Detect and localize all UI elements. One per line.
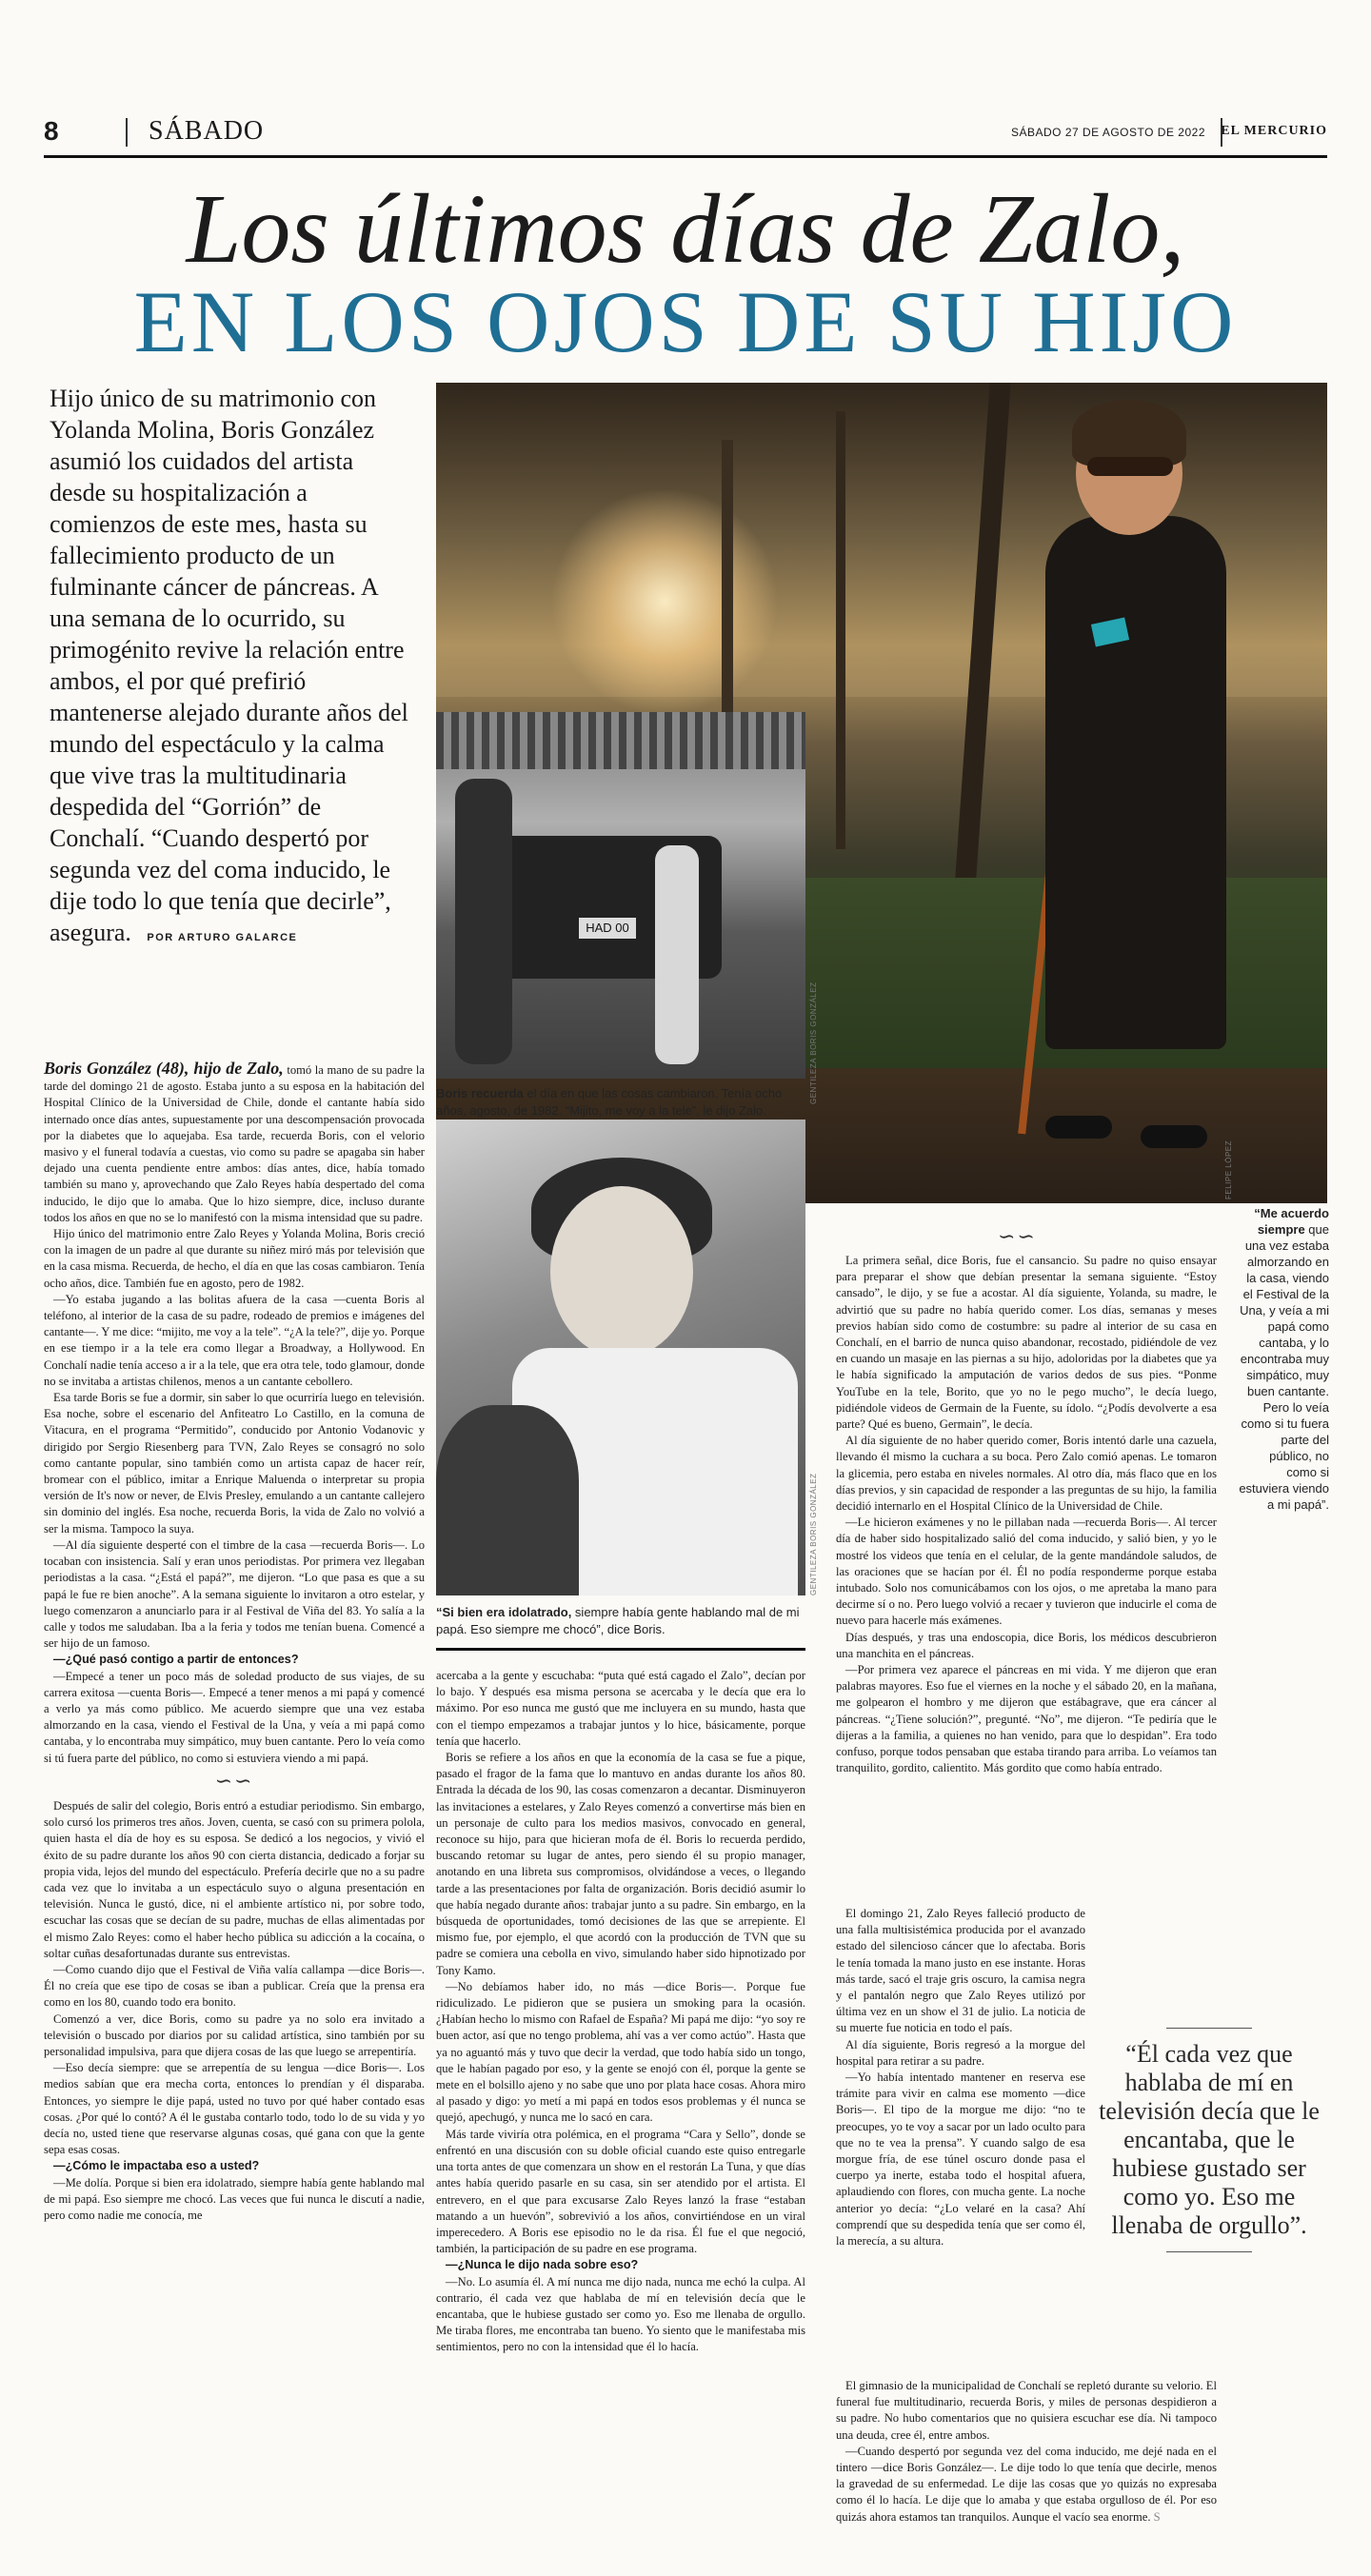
page-header (44, 112, 1327, 158)
paragraph: La primera señal, dice Boris, fue el cansancio. Su padre no quiso ensayar para preparar el show que debían presentar la semana siguiente. “Estoy cansado”, le dijo, y se fue a acostar. Al día siguiente, Yolanda, su madre, le advirtió que su padre no había querido comer. Los días, semanas y meses previos habían sido como de costumbre: su padre al interior de su casa en Conchalí, en el barrio de nunca quiso abandonar, recostado, pidiéndole de vez en cuando un masaje en las piernas a su hijo, adoloridas por la diabetes que ya le había significado la amputación de varios dedos de sus pies. “Ponme YouTube en la tele, Borito, que yo no le pego mucho”, le decía luego, pidiéndole videos de Germain de la Fuente, su ídolo. “¿Podís devolverte a esa parte? Qué es bueno, Germain”, le decía. (836, 1254, 1217, 1432)
paragraph: Al día siguiente, Boris regresó a la morgue del hospital para retirar a su padre. (836, 2037, 1085, 2068)
paragraph: —No debíamos haber ido, no más —dice Boris—. Porque fue ridiculizado. Le pidieron que se pusiera un smoking para la ocasión. ¿Habían hecho lo mismo con Rafael de España? Mi papá me dijo: “yo soy re buen actor, así que no tengo problema, ahí vas a ver como actúo”. Hasta que ya no aguantó más y tuvo que decir la verdad, que todo había sido un tongo, que le habían pagado por eso, y la gente se enojó con él, porque la gente se mete en el bolsillo ajeno y no sabe que uno por plata hace cosas. Ahora miro al pasado y digo: yo metí a mi papá en todos esos problemas y él nunca se quejó, apechugó, y nunca me lo sacó en cara. (436, 1979, 805, 2125)
paragraph: —Le hicieron exámenes y no le pillaban nada —recuerda Boris—. Al tercer día de haber sido hospitalizado salió del coma inducido, y salió bien, y yo le mostré los videos que tenía en el celular, de la gente mandándole saludos, de las oraciones que se hacían por él. Él no podía responderme porque estaba intubado. Solo nos comunicábamos con los ojos, o me apretaba la mano para decirme sí o no. Pero luego volvió a recaer y tuvieron que inducirle el coma de nuevo para hacerle más exámenes. (836, 1516, 1217, 1628)
pull-quote (1095, 2016, 1323, 2264)
paragraph: —Eso decía siempre: que se arrepentía de su lengua —dice Boris—. Los medios sabían que era mecha corta, entonces lo prendían y él disparaba. Entonces, yo siempre le dije papá, usted no tuvo por qué haber contado esas cosas. ¿Por qué lo contó? A él le gustaba contarlo todo, todo lo de su vida y yo decía no, usted tiene que reservarse algunas cosas, qué gana con que la gente sepa esas cosas. (44, 2061, 425, 2157)
caption-lead: Boris recuerda (436, 1086, 524, 1100)
paragraph: Días después, y tras una endoscopia, dice Boris, los médicos descubrieron una manchita en el páncreas. (836, 1630, 1217, 1660)
pull-quote-rule (1166, 2251, 1252, 2252)
article-column-3 (836, 1253, 1217, 1777)
photo-credit: FELIPE LÓPEZ (1224, 1139, 1233, 1199)
sidebar-quote-lead: “Me acuerdo siempre (1254, 1206, 1329, 1237)
page-number: 8 (44, 116, 59, 146)
lede-text: Hijo único de su matrimonio con Yolanda Molina, Boris González asumió los cuidados del artista desde su hospitalización a comienzos de este mes, hasta su fallecimiento producto de un fulminante cáncer de páncreas. A una semana de lo ocurrido, su primogénito revive la relación entre ambos, el por qué prefirió mantenerse alejado durante años del mundo del espectáculo y la calma que vive tras la multitudinaria despedida del “Gorrión” de Conchalí. “Cuando despertó por segunda vez del coma inducido, le dije todo lo que tenía que decirle”, asegura. (50, 385, 408, 946)
paragraph: acercaba a la gente y escuchaba: “puta qué está cagado el Zalo”, decían por lo bajo. Y después esa misma persona se acercaba y le decía que era lo máximo. Por eso nunca me gustó que me incluyera en su mundo, hasta que con el tiempo empezamos a trabajar juntos y lo hice, básicamente, porque tenía que hacerlo. (436, 1669, 805, 1748)
masthead-logo: EL MERCURIO (1221, 124, 1327, 138)
archive-photo-portrait (436, 1120, 805, 1595)
photo-shoe (1045, 1116, 1112, 1139)
photo-credit: GENTILEZA BORIS GONZÁLEZ (809, 1473, 818, 1595)
question: —¿Nunca le dijo nada sobre eso? (446, 2258, 639, 2272)
photo-man-suit (1045, 516, 1226, 1049)
paragraph-text: tomó la mano de su padre la tarde del domingo 21 de agosto. Estaba junto a su esposa en la habitación del Hospital Clínico de la Universidad de Chile, donde el cantante había sido internado once días antes, supuestamente por una descompensación provocada por la diabetes que lo aquejaba. Esa tarde, recuerda Boris, con el velorio masivo y el funeral todavía a cuestas, vio como su padre se apagaba sin haber dejado una cuenta pendiente entre ambos: días antes, dice, había tomado también su mano y, aprovechando que Zalo Reyes había despertado del coma inducido, le dijo que lo amaba. Que lo hizo siempre, dice, incluso durante todos los años en que no se lo manifestó con la misma intensidad que su padre. (44, 1063, 425, 1224)
headline-line-2: EN LOS OJOS DE SU HIJO (133, 273, 1238, 370)
photo-adult (455, 779, 512, 1064)
header-divider (126, 118, 128, 147)
byline: POR ARTURO GALARCE (147, 932, 298, 943)
sidebar-quote (1238, 1205, 1329, 1513)
photo-caption (436, 1604, 805, 1651)
paragraph: —Yo estaba jugando a las bolitas afuera de la casa —cuenta Boris al teléfono, al interior de la casa de su padre, rodeado de premios e imágenes del cantante—. Y me dice: “mijito, me voy a la tele”. “¿A la tele?”, dije yo. Porque en ese tiempo ir a la tele era como llegar a Broadway, a Hollywood. En Conchalí nadie tenía acceso a ir a la tele, que era otra tele, todo glamour, donde no se invitaba a artistas chilenos, menos a un cantante cebollero. (44, 1292, 425, 1388)
lead-in: Boris González (48), hijo de Zalo, (44, 1059, 284, 1078)
article-column-3-end (836, 2378, 1217, 2526)
paragraph: —No. Lo asumía él. A mí nunca me dijo nada, nunca me echó la culpa. Al contrario, él cada vez que hablaba de mí en televisión decía que le encantaba, que le hubiese gustado ser como yo. Eso me llenaba de orgullo. Me tiraba flores, me encontraba tan bueno. Yo siento que le manifestaba mis sentimientos, pero no con la intensidad que él lo hacía. (436, 2274, 805, 2354)
section-ornament: ∽∽ (998, 1224, 1037, 1248)
article-column-1 (44, 1060, 425, 2224)
photo-credit: GENTILEZA BORIS GONZÁLEZ (809, 981, 818, 1104)
article-column-3-continued (836, 1906, 1085, 2249)
photo-shoe (1141, 1125, 1207, 1148)
caption-text: el día en que las cosas cambiaron. Tenía ocho años, agosto, de 1982. “Mijito, me voy a la tele”, le dijo Zalo. (436, 1086, 783, 1118)
pull-quote-rule (1166, 2028, 1252, 2029)
photo-child (655, 845, 699, 1064)
paragraph: Al día siguiente de no haber querido comer, Boris intentó darle una cazuela, llevando él mismo la cuchara a su boca. Pero Zalo comió apenas. Le tomaron la glicemia, pero estaba en niveles normales. Al otro día, más flaco que en los días previos, y sin capacidad de responder a las preguntas de su hijo, la familia decidió internarlo en el Hospital Clínico de la Universidad de Chile. (836, 1434, 1217, 1514)
caption-lead: “Si bien era idolatrado, (436, 1605, 572, 1619)
paragraph: El gimnasio de la municipalidad de Conchalí se repletó durante su velorio. El funeral fue multitudinario, recuerda Boris, y miles de personas despidieron a su padre. No hubo comentarios que no quisiera escuchar ese día. Ni tampoco una deuda, cree él, entre ambos. (836, 2379, 1217, 2442)
paragraph (836, 2444, 1217, 2526)
headline-line-1: Los últimos días de Zalo, (186, 174, 1185, 284)
photo-sun (550, 487, 779, 716)
paragraph: —Al día siguiente desperté con el timbre de la casa —recuerda Boris—. Lo tocaban con insistencia. Salí y eran unos periodistas. Por primera vez llegaban periodistas a la casa. “¿Está el papá?”, me dijeron. “Lo que pasa es que a su papá le fue re bien anoche”. A la semana siguiente lo invitaron a otro estelar, y luego comenzaron a anunciarlo para ir al Festival de Viña del 83. Yo salía a la calle y todos me saludaban. Iba a la feria y todos me tenían buena. Comencé a ser hijo de un famoso. (44, 1537, 425, 1651)
photo-face (550, 1186, 693, 1357)
photo-roof (436, 712, 805, 769)
paragraph (44, 1060, 425, 1226)
sidebar-quote-text: que una vez estaba almorzando en la casa, viendo el Festival de la Una, y veía a mi papá como cantaba, y lo encontraba muy simpático, muy buen cantante. Pero lo veía como si tu fuera parte del público, no como si estuviera viendo a mi papá”. (1239, 1222, 1329, 1512)
article-column-2 (436, 1668, 805, 2356)
paragraph: —Me dolía. Porque si bien era idolatrado, siempre había gente hablando mal de mi papá. Eso siempre me chocó. Las veces que fui nunca le discutí a nadie, pero como nadie me conocía, me (44, 2175, 425, 2223)
end-mark: S (1153, 2509, 1161, 2524)
paragraph: —Yo había intentado mantener en reserva ese trámite para vivir en calma ese momento —dice Boris—. El tipo de la morgue me dijo: “no te preocupes, yo te voy a sacar por un lado oculto para que no te vea la prensa”. Y cuando salgo de esa morgue fría, de ese túnel oscuro donde pasa el cuerpo ya inerte, estaba todo el hospital afuera, aplaudiendo con flores, con mucha gente. La noche anterior yo decía: “¿Lo velaré en la casa? Ahí comprendí que su despedida tenía que ser como él, la merecía, a su altura. (836, 2071, 1085, 2249)
section-ornament: ∽∽ (214, 1768, 254, 1793)
paragraph: Hijo único del matrimonio entre Zalo Reyes y Yolanda Molina, Boris creció con la imagen de un padre al que durante su niñez miró más por televisión que en la casa misma. Recuerda, de hecho, el día en que las cosas cambiaron. Tenía ocho años, dice. También fue en agosto, pero de 1982. (44, 1227, 425, 1290)
section-name: SÁBADO (149, 116, 265, 146)
question: —¿Qué pasó contigo a partir de entonces? (53, 1653, 299, 1667)
issue-date: SÁBADO 27 DE AGOSTO DE 2022 (1010, 126, 1205, 139)
pull-quote-text: “Él cada vez que hablaba de mí en televisión decía que le encantaba, que le hubiese gustado ser como yo. Eso me llenaba de orgullo”. (1099, 2040, 1320, 2239)
paragraph: Boris se refiere a los años en que la economía de la casa se fue a pique, pasado el fragor de la fama que lo mantuvo en andas durante los años 80. Entrada la década de los 90, las cosas comenzaron a decantar. Disminuyeron las invitaciones a estelares, y Zalo Reyes comenzó a convertirse más bien en un personaje de culto para los medios masivos, convocado en general, reconoce su hijo, para que hicieran mofa de él. Boris lo recuerda perdido, buscando retomar su lugar de antes, pero siendo él su propio manager, anotando en una libreta sus compromisos, olvidándose a veces, o llegando tarde a las presentaciones por falta de organización. Boris decidió asumir lo que había negado durante años: trabajar junto a su padre. Sin embargo, en la búsqueda de oportunidades, tomó decisiones de las que se arrepiente. El mismo fue, por ejemplo, el que acordó con la producción de TVN que su padre se comiera una cebolla en vivo, simulando haber sido hipnotizado por Tony Kamo. (436, 1751, 805, 1977)
paragraph: Esa tarde Boris se fue a dormir, sin saber lo que ocurriría luego en televisión. Esa noche, sobre el escenario del Anfiteatro Lo Castillo, en la comuna de Vitacura, en el programa “Permitido”, conducido por Antonio Vodanovic y dirigido por Sergio Riesenberg para TVN, Zalo Reyes se consagró no solo como cantante popular, sino también como un artista capaz de hacer reír, bromear con el público, imitar a Enrique Maluenda o interpretar su propia versión de It's now or never, de Elvis Presley, emulando a un cantante callejero sin dominio del inglés. Esa noche, recuerda Boris, la vida de Zalo no volvió a ser la misma. Tampoco la suya. (44, 1391, 425, 1536)
lede (50, 383, 411, 954)
caption-text: siempre había gente hablando mal de mi papá. Eso siempre me chocó”, dice Boris. (436, 1605, 800, 1636)
paragraph: El domingo 21, Zalo Reyes falleció producto de una falla multisistémica producida por el avanzado estado del silencioso cáncer que lo afectaba. Boris le tenía tomada la mano justo en ese instante. Horas más tarde, sacó el traje gris oscuro, la camisa negra y el pantalón negro que Zalo Reyes utilizó por última vez en un show el 31 de julio. La noticia de su muerte fue noticia en todo el país. (836, 1907, 1085, 2035)
photo-child (436, 1405, 579, 1595)
paragraph: Comenzó a ver, dice Boris, como su padre ya no solo era invitado a televisión o buscado por diarios por su calidad artística, sino también por su personalidad impulsiva, para que dijera cosas de las que luego se arrepentiría. (44, 2011, 425, 2058)
photo-caption (436, 1085, 805, 1120)
question: —¿Cómo le impactaba eso a usted? (53, 2159, 260, 2173)
photo-sunglasses (1087, 457, 1173, 476)
paragraph: Después de salir del colegio, Boris entró a estudiar periodismo. Sin embargo, solo cursó los primeros tres años. Joven, cuenta, se casó con su primera polola, quien hasta el día de hoy es su esposa. Se dedicó a los negocios, y vivió el éxito de su padre durante los años 90 con cierta distancia, dedicado a forjar su propia vida, lejos del mundo del espectáculo. Prefería decirle que no a su padre cada vez que lo invitaba a un espectáculo suyo o alguna presentación en televisión. Nunca le gustó, dice, ni el ambiente artístico ni, por sobre todo, escuchar las cosas que se decían de su padre, muchas de ellas alimentadas por el mismo Zalo Reyes: como el haber hecho pública su adicción a la cocaína, o soltar cuñas desafortunadas durante sus entrevistas. (44, 1798, 425, 1960)
paragraph: —Como cuando dijo que el Festival de Viña valía callampa —dice Boris—. Él no creía que ese tipo de cosas se iban a publicar. Creía que la prensa era como en los 80, cuando todo era bonito. (44, 1962, 425, 2010)
photo-license-plate: HAD 00 (579, 918, 636, 939)
paragraph-text: —Cuando despertó por segunda vez del coma inducido, me dejé nada en el tintero —dice Boris González—. Le dije todo lo que tenía que decirle, menos la gravedad de su enfermedad. Le dije las cosas que yo quizás no expresaba como él lo hacía. Le dije que lo amaba y que estaba orgulloso de él. Por eso quizás ahora estamos tan tranquilos. Aunque el vacío sea enorme. (836, 2444, 1217, 2524)
paragraph: —Por primera vez aparece el páncreas en mi vida. Y me dijeron que eran palabras mayores. Eso fue el viernes en la noche y el sábado 20, en la mañana, me golpearon el hombro y me dijeron que estábagrave, que era cáncer al páncreas. “¿Tiene solución?”, pregunté. “No”, me dijeron. “Te pediría que le dijeras a la familia, a quienes no han venido, para que lo despidan”. Era todo confuso, porque todos pensaban que estaba tirando para arriba. Lo veíamos tan tranquilito, gordito, calientito. Más gordito que como había entrado. (836, 1663, 1217, 1775)
archive-photo-car-image (436, 712, 805, 1079)
archive-photo-car (436, 712, 805, 1079)
photo-tree (836, 411, 845, 849)
paragraph: Más tarde viviría otra polémica, en el programa “Cara y Sello”, donde se enfrentó en una discusión con su doble oficial cuando este quiso entregarle una torta antes de que comenzara un show en el restorán La Tuna, y que días antes había querido pasarle en su casa, sin ser atendido por el artista. El entrevero, en el que para excusarse Zalo Reyes lanzó la frase “estaban matando a un huevón”, sobrevivió a los años, convirtiéndose en un viral imperecedero. A Boris ese episodio no le da risa. Él fue el que negoció, también, la participación de su padre en ese programa. (436, 2127, 805, 2256)
paragraph: —Empecé a tener un poco más de soledad producto de sus viajes, de su carrera exitosa —cuenta Boris—. Empecé a tener menos a mi papá y comencé a verlo ya más como público. Me acuerdo siempre que una vez estaba almorzando en la casa, viendo el Festival de la Una, y veía a mi papá como cantaba, y lo encontraba muy simpático, muy buen cantante. Pero lo veía como si tú fuera parte del público, no como si estuviera viendo a mi papá. (44, 1669, 425, 1765)
